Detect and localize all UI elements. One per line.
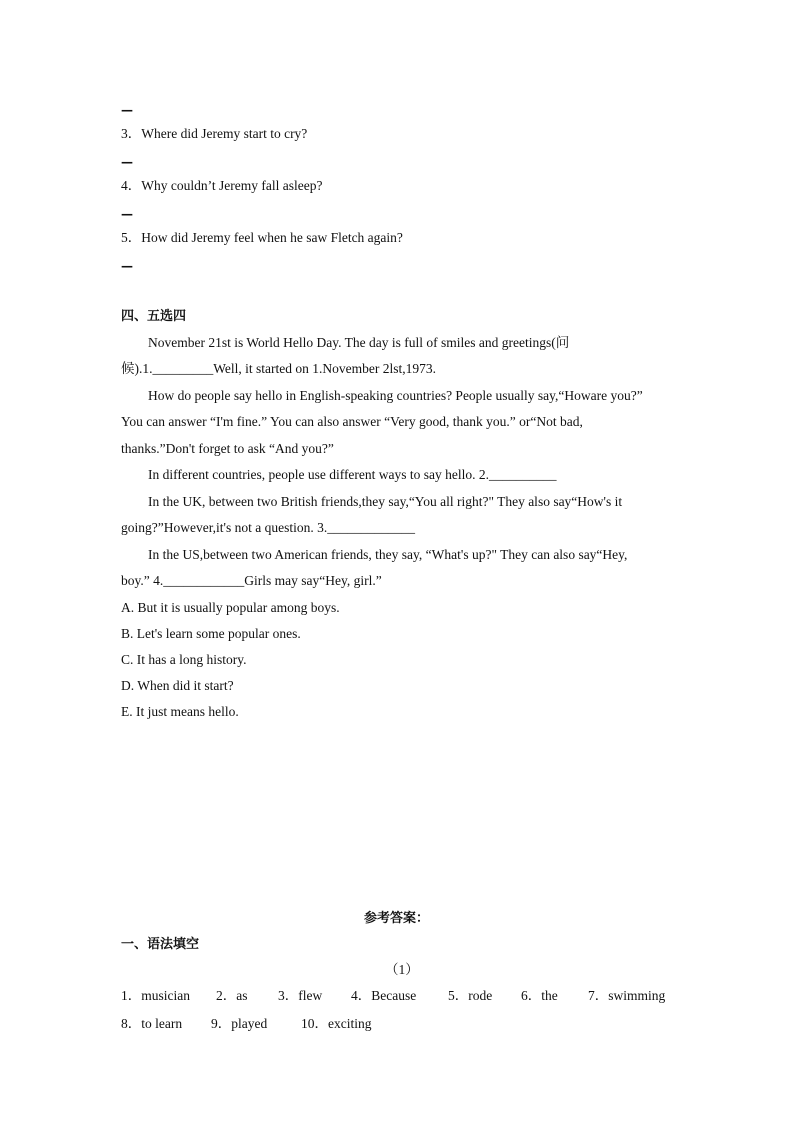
answer-row [121, 1016, 372, 1032]
option-b: B. Let's learn some popular ones. [121, 626, 301, 641]
passage-line: How do people say hello in English-speaking countries? People usually say,“Howare you?” [148, 388, 643, 403]
answer-item: 7．swimming [588, 988, 666, 1003]
passage-line: You can answer “I'm fine.” You can also answer “Very good, thank you.” or“Not bad, [121, 414, 583, 429]
answer-item: 8．to learn [121, 1016, 183, 1031]
answer-key-title: 参考答案： [364, 911, 430, 926]
passage-line: November 21st is World Hello Day. The day is full of smiles and greetings(问 [148, 335, 570, 350]
question-4: 4．Why couldn’t Jeremy fall asleep? [121, 178, 323, 193]
passage-line: going?”However,it's not a question. 3._____________ [121, 520, 415, 535]
passage-line: In the US,between two American friends, they say, “What's up?" They can also say“Hey, [148, 547, 628, 562]
answer-line-2: — [121, 103, 132, 117]
passage-line: 候).1._________Well, it started on 1.November 2lst,1973. [121, 361, 436, 376]
passage-line: thanks.”Don't forget to ask “And you?” [121, 441, 334, 456]
passage-line: In different countries, people use different ways to say hello. 2.__________ [148, 467, 557, 482]
answer-item: 6．the [521, 988, 558, 1003]
answer-item: 5．rode [448, 988, 493, 1003]
option-d: D. When did it start? [121, 678, 234, 693]
answer-line-4: — [121, 207, 132, 221]
passage-line: In the UK, between two British friends,they say,“You all right?" They also say“How's it [148, 494, 623, 509]
section-heading: 四、五选四 [121, 309, 187, 324]
answer-item: 10．exciting [301, 1016, 372, 1031]
passage-line: boy.” 4.____________Girls may say“Hey, girl.” [121, 573, 382, 588]
question-5: 5．How did Jeremy feel when he saw Fletch again? [121, 230, 403, 245]
answer-item: 9．played [211, 1016, 268, 1031]
option-a: A. But it is usually popular among boys. [121, 600, 340, 615]
answer-item: 3．flew [278, 988, 323, 1003]
answer-line-3: — [121, 155, 132, 169]
answer-item: 2．as [216, 988, 248, 1003]
answer-item: 1．musician [121, 988, 190, 1003]
option-c: C. It has a long history. [121, 652, 247, 667]
answer-section-heading: 一、语法填空 [121, 937, 200, 952]
option-e: E. It just means hello. [121, 704, 239, 719]
answer-row [121, 988, 665, 1004]
question-3: 3．Where did Jeremy start to cry? [121, 126, 308, 141]
answer-line-5: — [121, 259, 132, 273]
sub-number: （1） [385, 962, 419, 977]
answer-item: 4．Because [351, 988, 417, 1003]
